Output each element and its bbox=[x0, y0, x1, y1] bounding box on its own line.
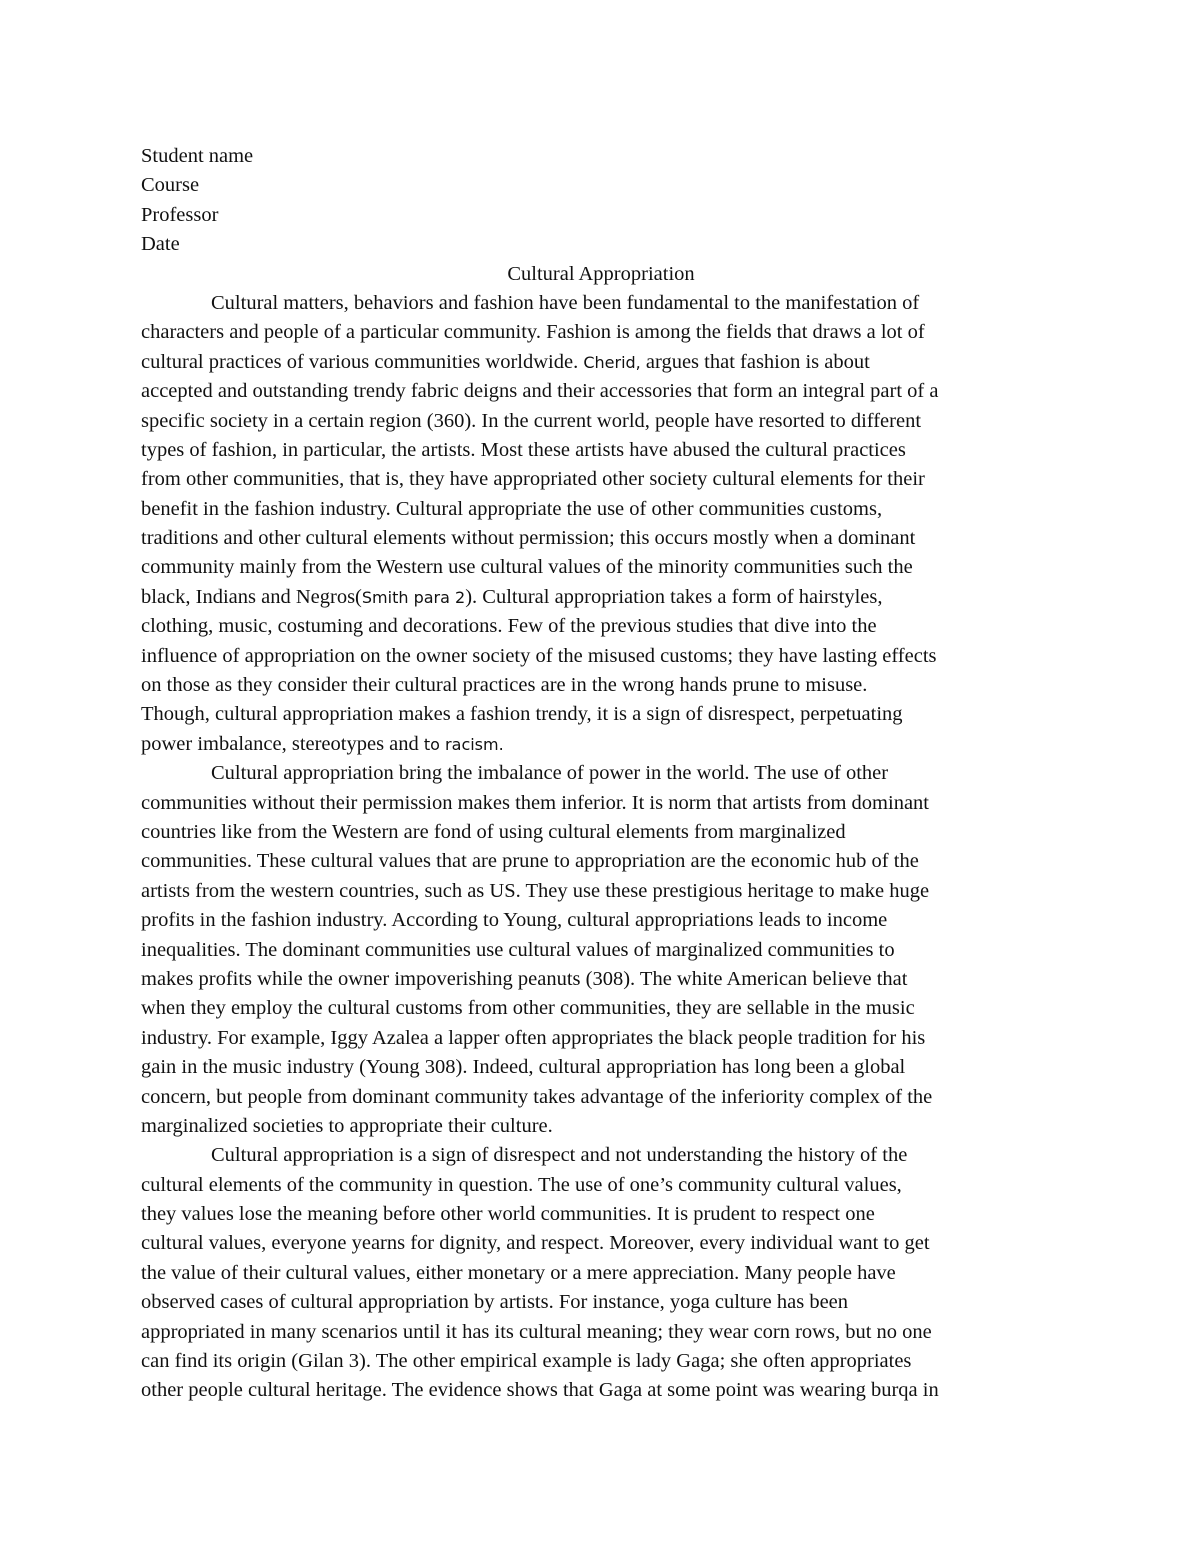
paragraph-line: benefit in the fashion industry. Cultural appropriate the use of other communities customs, bbox=[141, 497, 883, 520]
student-name: Student name bbox=[141, 145, 254, 167]
paragraph-line: gain in the music industry (Young 308). Indeed, cultural appropriation has long been a global bbox=[141, 1056, 906, 1079]
paragraph-line: inequalities. The dominant communities use cultural values of marginalized communities to bbox=[141, 938, 895, 961]
paragraph-line: they values lose the meaning before other world communities. It is prudent to respect one bbox=[141, 1203, 875, 1226]
paragraph-line: communities without their permission makes them inferior. It is norm that artists from dominant bbox=[141, 791, 929, 814]
paragraph-line: types of fashion, in particular, the artists. Most these artists have abused the cultural practices bbox=[141, 438, 906, 461]
paragraph-line: on those as they consider their cultural practices are in the wrong hands prune to misuse. bbox=[141, 674, 868, 697]
paragraph-line: communities. These cultural values that are prune to appropriation are the economic hub of the bbox=[141, 850, 919, 873]
paragraph-line: Cultural appropriation is a sign of disrespect and not understanding the history of the bbox=[211, 1144, 908, 1167]
paragraph-line: appropriated in many scenarios until it has its cultural meaning; they wear corn rows, but no one bbox=[141, 1320, 932, 1343]
paragraph-1 bbox=[141, 289, 1061, 759]
paragraph-line: concern, but people from dominant community takes advantage of the inferiority complex of the bbox=[141, 1085, 933, 1108]
line-text: cultural practices of various communities worldwide. bbox=[141, 350, 584, 373]
paragraph-line: community mainly from the Western use cultural values of the minority communities such the bbox=[141, 556, 913, 579]
paragraph-line: clothing, music, costuming and decorations. Few of the previous studies that dive into the bbox=[141, 615, 877, 638]
essay-paragraphs bbox=[141, 289, 1061, 1406]
paragraph-line: from other communities, that is, they have appropriated other society cultural elements for their bbox=[141, 468, 925, 491]
paragraph-line: can find its origin (Gilan 3). The other empirical example is lady Gaga; she often appropriates bbox=[141, 1350, 912, 1373]
paragraph-line: industry. For example, Iggy Azalea a lapper often appropriates the black people tradition for his bbox=[141, 1026, 926, 1049]
paragraph-line: traditions and other cultural elements without permission; this occurs mostly when a dominant bbox=[141, 527, 916, 550]
paragraph-line: makes profits while the owner impoverishing peanuts (308). The white American believe that bbox=[141, 967, 908, 990]
paragraph-line: accepted and outstanding trendy fabric deigns and their accessories that form an integral part of a bbox=[141, 380, 939, 403]
paragraph-line: when they employ the cultural customs from other communities, they are sellable in the music bbox=[141, 997, 915, 1020]
course: Course bbox=[141, 174, 200, 197]
paragraph-line: influence of appropriation on the owner society of the misused customs; they have lasting effects bbox=[141, 644, 937, 667]
paragraph-line: profits in the fashion industry. According to Young, cultural appropriations leads to income bbox=[141, 909, 888, 932]
citation-text: Cherid, bbox=[583, 352, 641, 372]
line-text: ). Cultural appropriation takes a form of hairstyles, bbox=[465, 585, 883, 608]
citation-text: Smith para 2 bbox=[361, 587, 466, 607]
line-text: black, Indians and Negros( bbox=[141, 585, 362, 608]
paragraph-3 bbox=[141, 1141, 1061, 1406]
paragraph-line: marginalized societies to appropriate their culture. bbox=[141, 1114, 553, 1137]
professor: Professor bbox=[141, 203, 219, 226]
paragraph-line: characters and people of a particular community. Fashion is among the fields that draws a lot of bbox=[141, 321, 925, 344]
paragraph-line: cultural elements of the community in question. The use of one’s community cultural values, bbox=[141, 1173, 902, 1196]
date: Date bbox=[141, 233, 180, 256]
paragraph-line bbox=[141, 583, 1061, 612]
paragraph-line: artists from the western countries, such as US. They use these prestigious heritage to make huge bbox=[141, 879, 930, 902]
paragraph-line: other people cultural heritage. The evidence shows that Gaga at some point was wearing burqa in bbox=[141, 1379, 939, 1402]
paragraph-line bbox=[141, 348, 1061, 377]
paragraph-line: Though, cultural appropriation makes a fashion trendy, it is a sign of disrespect, perpetuating bbox=[141, 703, 903, 726]
paragraph-line bbox=[141, 730, 1061, 759]
citation-text: to racism. bbox=[423, 734, 504, 754]
essay-title: Cultural Appropriation bbox=[507, 262, 695, 285]
paragraph-2 bbox=[141, 759, 1061, 1141]
paragraph-line: specific society in a certain region (360). In the current world, people have resorted to different bbox=[141, 409, 922, 432]
paragraph-line: countries like from the Western are fond of using cultural elements from marginalized bbox=[141, 820, 846, 843]
paragraph-line: Cultural appropriation bring the imbalance of power in the world. The use of other bbox=[211, 762, 889, 785]
document-body bbox=[141, 142, 1061, 1406]
paragraph-line: cultural values, everyone yearns for dignity, and respect. Moreover, every individual want to get bbox=[141, 1232, 930, 1255]
line-text: power imbalance, stereotypes and bbox=[141, 732, 424, 755]
paragraph-line: the value of their cultural values, either monetary or a mere appreciation. Many people have bbox=[141, 1261, 896, 1284]
paragraph-line: Cultural matters, behaviors and fashion have been fundamental to the manifestation of bbox=[211, 291, 920, 314]
paragraph-line: observed cases of cultural appropriation by artists. For instance, yoga culture has been bbox=[141, 1291, 849, 1314]
line-text: argues that fashion is about bbox=[640, 350, 870, 373]
